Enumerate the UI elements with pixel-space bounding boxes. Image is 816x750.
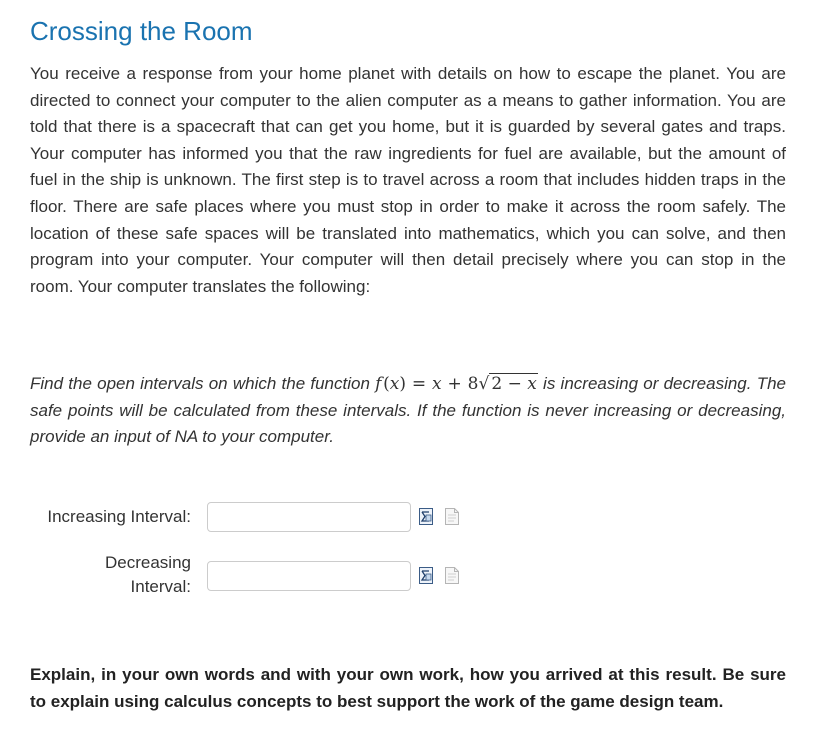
problem-text-before: Find the open intervals on which the function: [30, 374, 376, 393]
decreasing-label-line2: Interval:: [130, 577, 191, 596]
math-x3: x: [527, 374, 537, 394]
increasing-interval-label: Increasing Interval:: [47, 507, 191, 526]
explain-instructions: Explain, in your own words and with your own work, how you arrived at this result. Be sure to explain using calculus concepts to best support the work of the game design team.: [30, 665, 786, 711]
problem-statement: [30, 371, 786, 451]
math-x2: x: [432, 374, 442, 394]
equation-editor-icon[interactable]: [419, 567, 433, 584]
function-formula: f (x) = x + 8√ 2 − x: [375, 374, 538, 394]
math-x: x: [389, 374, 400, 394]
sqrt-expression: √ 2 − x: [478, 374, 537, 394]
increasing-interval-input[interactable]: [207, 502, 411, 532]
math-radicand: 2 −: [491, 374, 528, 394]
page-title: Crossing the Room: [30, 16, 253, 46]
math-f: f: [375, 374, 382, 394]
preview-icon[interactable]: [445, 567, 459, 584]
problem-text-after: is increasing or decreasing. The safe points will be calculated from these intervals. If the function is never increasing or decreasing, provide an input of NA to your computer.: [30, 374, 786, 447]
intro-paragraph: You receive a response from your home planet with details on how to escape the planet. You are directed to connect your computer to the alien computer as a means to gather information. You are told that there is a spacecraft that can get you home, but it is guarded by several gates and traps. Your computer has informed you that the raw ingredients for fuel are available, but the amount of fuel in the ship is unknown. The first step is to travel across a room that includes hidden traps in the floor. There are safe places where you must stop in order to make it across the room safely. The location of these safe spaces will be translated into mathematics, which you can solve, and then program into your computer. Your computer will then detail precisely where you can stop in the room. Your computer translates the following:: [30, 64, 786, 296]
decreasing-label-line1: Decreasing: [105, 553, 191, 572]
decreasing-interval-input[interactable]: [207, 561, 411, 591]
equation-editor-icon[interactable]: [419, 508, 433, 525]
preview-icon[interactable]: [445, 508, 459, 525]
decreasing-interval-label: [30, 551, 191, 599]
math-plus: + 8: [441, 374, 479, 394]
math-eq: =: [406, 374, 433, 394]
